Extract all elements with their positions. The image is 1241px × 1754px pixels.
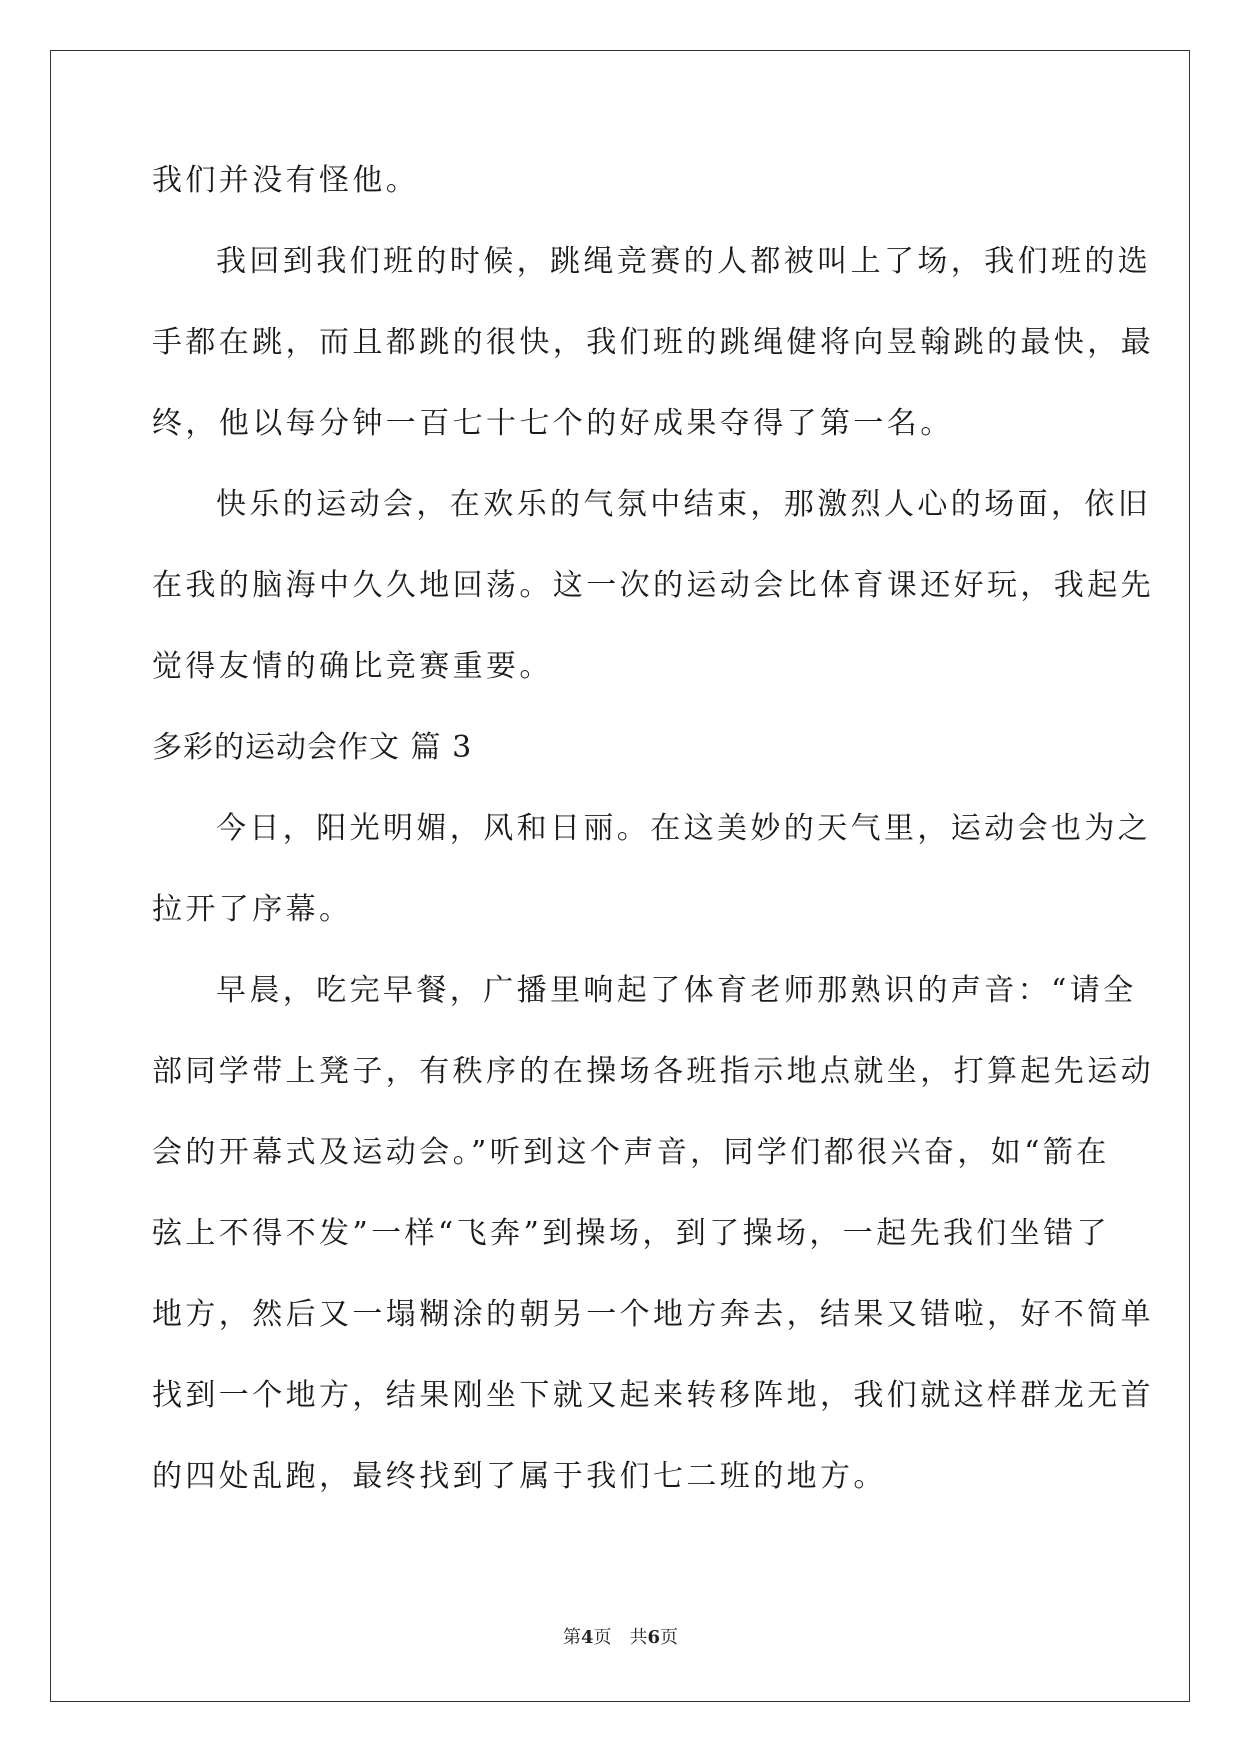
- text-line: 我回到我们班的时候，跳绳竞赛的人都被叫上了场，我们班的选: [216, 244, 1152, 279]
- paragraph: [152, 970, 1154, 1497]
- text-line: 早晨，吃完早餐，广播里响起了体育老师那熟识的声音：“请全: [216, 973, 1137, 1008]
- paragraph: [152, 241, 1154, 444]
- text-line: 弦上不得不发”一样“飞奔”到操场，到了操场，一起先我们坐错了: [152, 1216, 1111, 1251]
- text-line: 手都在跳，而且都跳的很快，我们班的跳绳健将向昱翰跳的最快，最: [152, 325, 1154, 360]
- text-line: 终，他以每分钟一百七十七个的好成果夺得了第一名。: [152, 406, 954, 441]
- text-line: 部同学带上凳子，有秩序的在操场各班指示地点就坐，打算起先运动: [152, 1054, 1154, 1089]
- text-line: 的四处乱跑，最终找到了属于我们七二班的地方。: [152, 1459, 887, 1494]
- page-prefix: 第: [562, 1627, 581, 1648]
- page-footer: [0, 1623, 1241, 1649]
- text-line: 今日，阳光明媚，风和日丽。在这美妙的天气里，运动会也为之: [216, 811, 1152, 846]
- text-line: 快乐的运动会，在欢乐的气氛中结束，那激烈人心的场面，依旧: [216, 487, 1152, 522]
- text-line: 找到一个地方，结果刚坐下就又起来转移阵地，我们就这样群龙无首: [152, 1378, 1154, 1413]
- text-line: 觉得友情的确比竞赛重要。: [152, 649, 553, 684]
- total-suffix: 页: [660, 1627, 679, 1648]
- page-suffix: 页: [593, 1627, 612, 1648]
- paragraph: [152, 160, 1090, 201]
- text-line: 在我的脑海中久久地回荡。这一次的运动会比体育课还好玩，我起先: [152, 568, 1154, 603]
- total-prefix: 共: [629, 1627, 648, 1648]
- paragraph: [152, 484, 1154, 687]
- page-total: 6: [647, 1627, 661, 1648]
- text-line: 拉开了序幕。: [152, 892, 353, 927]
- text-line: 地方，然后又一塌糊涂的朝另一个地方奔去，结果又错啦，好不简单: [152, 1297, 1154, 1332]
- text-line: 会的开幕式及运动会。”听到这个声音，同学们都很兴奋，如“箭在: [152, 1135, 1110, 1170]
- page-current: 4: [580, 1627, 594, 1648]
- paragraph: [152, 808, 1152, 930]
- text-line: 我们并没有怪他。: [152, 163, 420, 198]
- section-heading: 多彩的运动会作文 篇 3: [152, 730, 473, 765]
- document-body: [152, 160, 1154, 1537]
